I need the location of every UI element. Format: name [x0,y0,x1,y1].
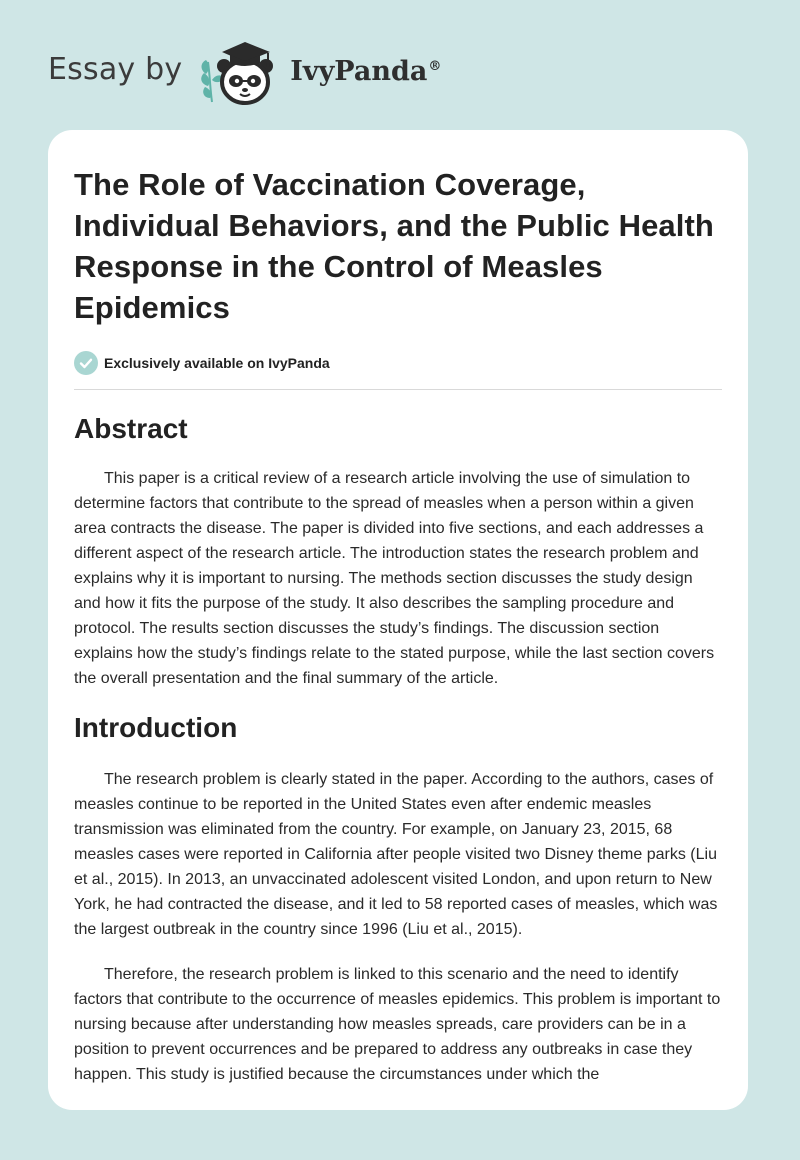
exclusive-label: Exclusively available on IvyPanda [104,355,330,371]
brand-prefix: Essay by [48,51,183,87]
paragraph: Therefore, the research problem is linked to this scenario and the need to identify factors that contribute to the occurrence of measles epidemics. This problem is important to nursing because after understanding how measles spreads, care providers can be in a position to prevent occurrences and be prepared to address any outbreaks in case they happen. This study is justified because the circumstances under which the [74,966,721,1083]
brand-header [48,36,441,108]
section-heading-abstract: Abstract [74,413,188,444]
brand-name-text: IvyPanda [290,55,428,87]
panda-graduate-icon[interactable] [196,36,288,108]
check-badge-icon [74,351,98,375]
registered-mark: ® [428,58,442,74]
divider [74,389,722,390]
exclusive-badge [74,350,722,376]
brand-name[interactable] [290,56,441,87]
paragraph: This paper is a critical review of a research article involving the use of simulation to determine factors that contribute to the spread of measles when a person within a given area contracts the disease. The paper is divided into five sections, and each addresses a different aspect of the research article. The introduction states the research problem and explains why it is important to nursing. The methods section discusses the study design and how it fits the purpose of the study. It also describes the sampling procedure and protocol. The results section discusses the study’s findings. The discussion section explains how the study’s findings relate to the stated purpose, while the last section covers the overall presentation and the final summary of the article. [74,470,715,687]
document-card [48,130,748,1110]
section-heading-introduction: Introduction [74,712,238,743]
page-title: The Role of Vaccination Coverage, Individual Behaviors, and the Public Health Response in the Control of Measles Epidemics [74,167,714,325]
section-abstract [74,412,722,691]
section-introduction [74,711,722,1087]
paragraph: The research problem is clearly stated in the paper. According to the authors, cases of measles continue to be reported in the United States even after endemic measles transmission was eliminated from the country. For example, on January 23, 2015, 68 measles cases were reported in California after people visited two Disney theme parks (Liu et al., 2015). In 2013, an unvaccinated adolescent visited London, and upon return to New York, he had contracted the disease, and it led to 58 reported cases of measles, which was the largest outbreak in the country since 1996 (Liu et al., 2015). [74,771,718,938]
